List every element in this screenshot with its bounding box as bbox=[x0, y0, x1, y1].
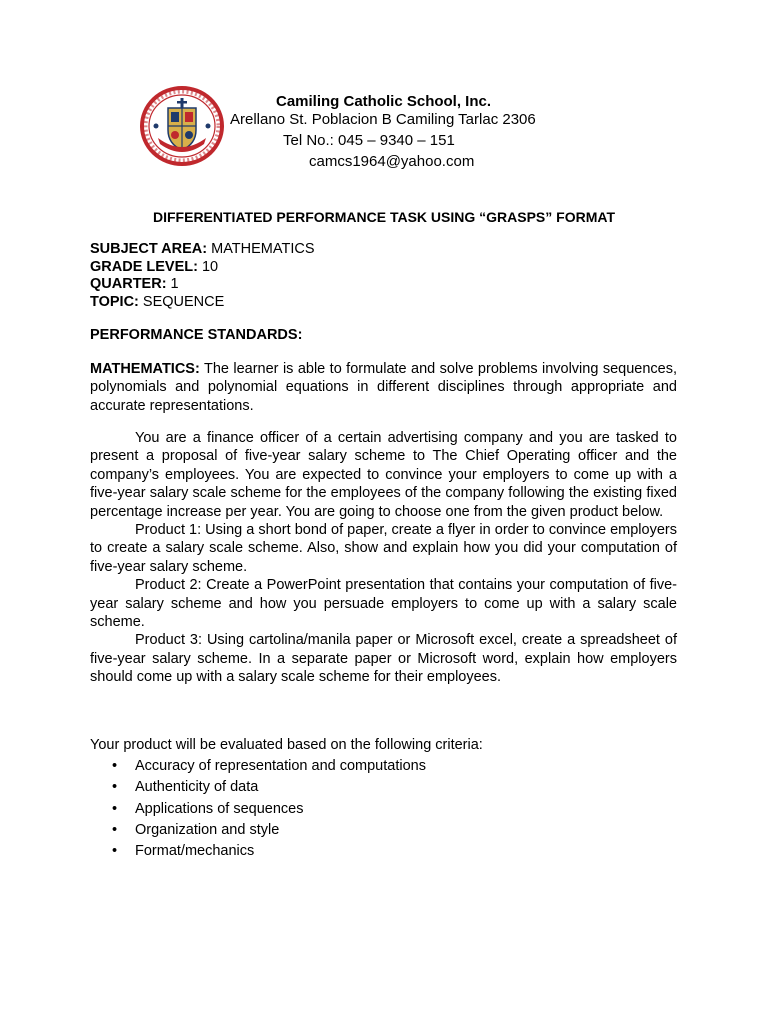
list-item bbox=[90, 756, 426, 777]
performance-standards-heading: PERFORMANCE STANDARDS: bbox=[90, 327, 303, 343]
criterion-text: Applications of sequences bbox=[135, 800, 304, 817]
grade-level-value: 10 bbox=[197, 258, 219, 275]
criterion-text: Format/mechanics bbox=[135, 843, 255, 860]
task-scenario bbox=[90, 429, 677, 687]
list-item bbox=[90, 820, 426, 841]
criteria-intro: Your product will be evaluated based on the following criteria: bbox=[90, 737, 483, 753]
subject-area-row bbox=[90, 241, 315, 259]
quarter-value: 1 bbox=[166, 276, 179, 293]
criterion-text: Accuracy of representation and computations bbox=[135, 758, 426, 774]
bullet-icon: • bbox=[112, 800, 118, 817]
grade-level-row bbox=[90, 259, 315, 277]
school-address: Arellano St. Poblacion B Camiling Tarlac 2306 bbox=[230, 111, 536, 128]
product-option-3: Product 3: Using cartolina/manila paper or Microsoft excel, create a spreadsheet of five-year salary scheme. In a separate paper or Microsoft word, explain how employers should come up with a salary scale scheme for their employees. bbox=[90, 632, 677, 686]
list-item bbox=[90, 799, 426, 820]
bullet-icon: • bbox=[112, 843, 118, 860]
topic-label: TOPIC: bbox=[90, 293, 139, 310]
criterion-text: Organization and style bbox=[135, 821, 280, 838]
bullet-icon: • bbox=[112, 821, 118, 838]
bullet-icon: • bbox=[112, 779, 118, 796]
list-item bbox=[90, 841, 426, 862]
bullet-icon: • bbox=[112, 758, 118, 774]
product-option-2: Product 2: Create a PowerPoint presentation that contains your computation of five-year salary scheme and how you persuade employers to come up with a salary scale scheme. bbox=[90, 577, 677, 631]
criteria-list bbox=[90, 756, 426, 862]
product-option-1: Product 1: Using a short bond of paper, create a flyer in order to convince employers to create a salary scale scheme. Also, show and explain how you did your computation of five-year salary scheme. bbox=[90, 522, 677, 575]
standard-text: The learner is able to formulate and solve problems involving sequences, polynomials and polynomial equations in different disciplines through appropriate and accurate representations. bbox=[90, 361, 677, 414]
grade-level-label: GRADE LEVEL: bbox=[90, 258, 198, 275]
topic-row bbox=[90, 294, 315, 312]
subject-area-label: SUBJECT AREA: bbox=[90, 241, 208, 257]
list-item bbox=[90, 777, 426, 798]
topic-value: SEQUENCE bbox=[138, 293, 225, 310]
school-email: camcs1964@yahoo.com bbox=[309, 153, 475, 170]
school-telephone: Tel No.: 045 – 9340 – 151 bbox=[283, 132, 455, 149]
scenario-paragraph: You are a finance officer of a certain advertising company and you are tasked to present a proposal of five-year salary scheme to The Chief Operating officer and the company’s employees. You are expected to convince your employers to come up with a five-year salary scale scheme for the employees of the company following the existing fixed percentage increase per year. You are going to choose one from the given product below. bbox=[90, 430, 677, 520]
subject-area-value: MATHEMATICS bbox=[207, 241, 315, 257]
quarter-label: QUARTER: bbox=[90, 276, 167, 293]
school-name: Camiling Catholic School, Inc. bbox=[276, 93, 492, 110]
quarter-row bbox=[90, 276, 315, 294]
task-metadata bbox=[90, 241, 315, 311]
criterion-text: Authenticity of data bbox=[135, 779, 259, 796]
standard-subject-label: MATHEMATICS: bbox=[90, 361, 200, 377]
school-seal-icon bbox=[140, 86, 224, 166]
document-title: DIFFERENTIATED PERFORMANCE TASK USING “GRASPS” FORMAT bbox=[153, 209, 615, 225]
performance-standard-paragraph bbox=[90, 360, 677, 415]
